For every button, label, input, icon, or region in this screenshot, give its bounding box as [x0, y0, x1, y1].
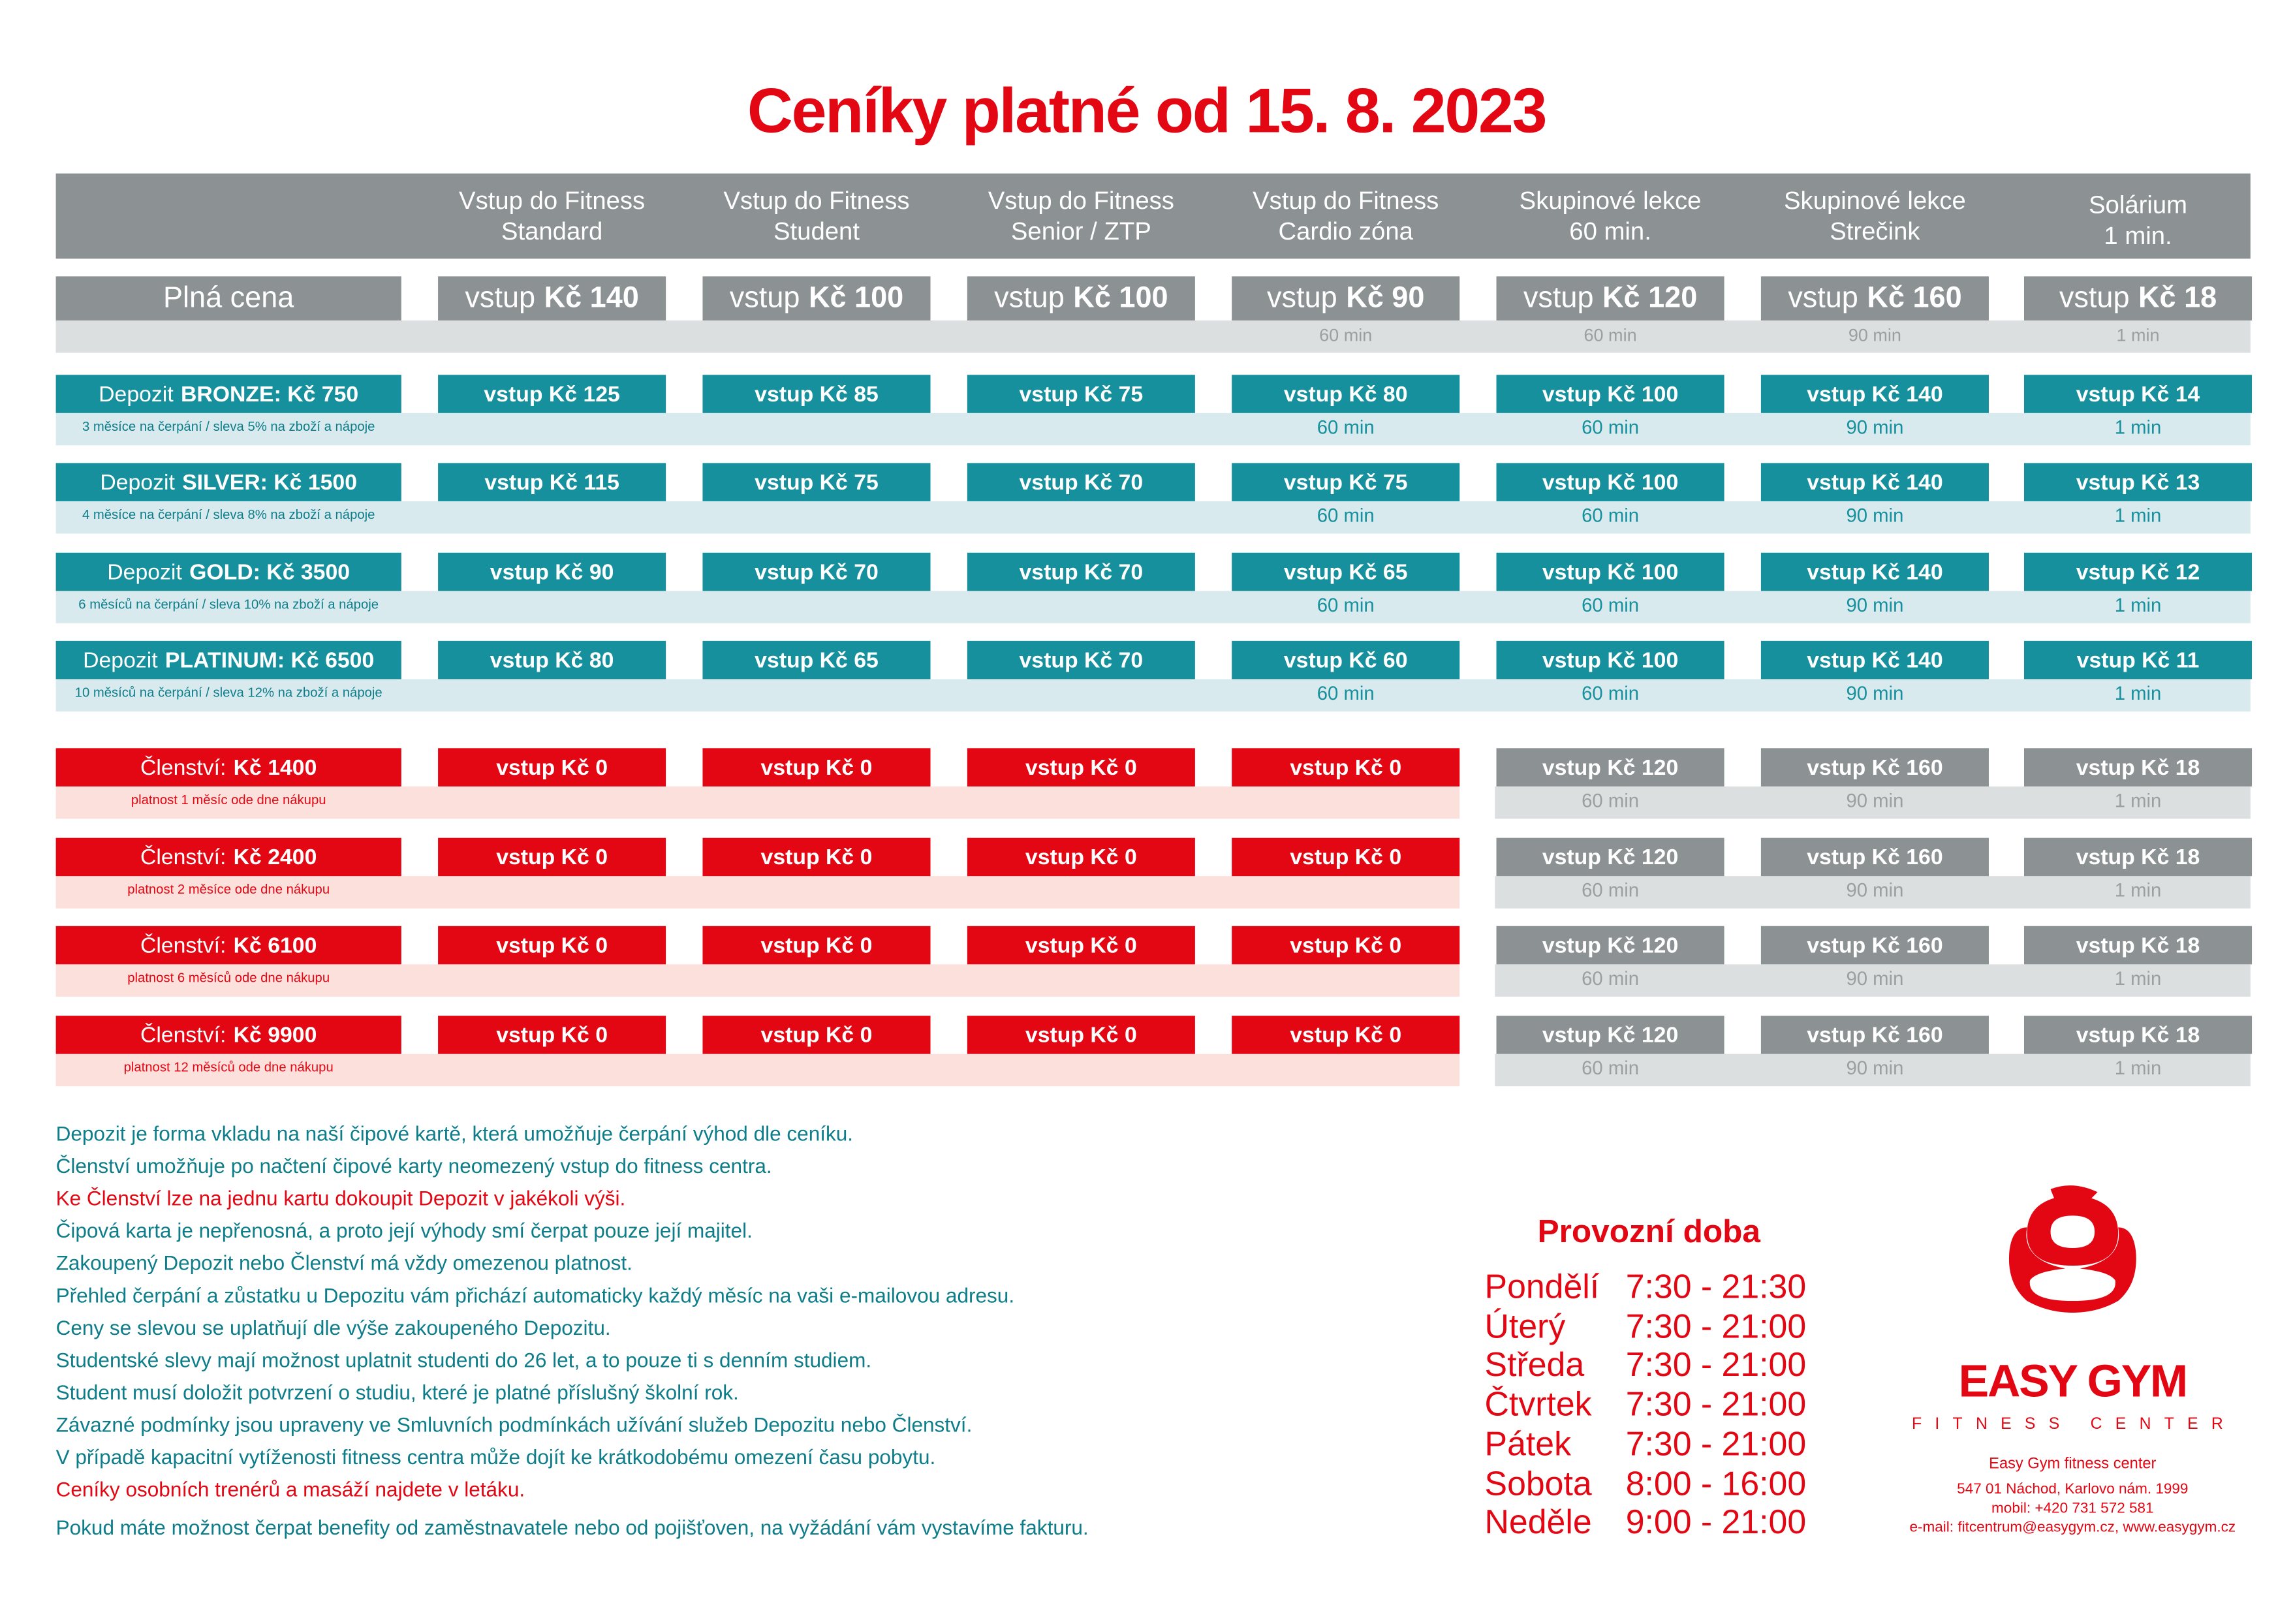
- deposit-note: 4 měsíce na čerpání / sleva 8% na zboží a nápoje: [82, 507, 375, 522]
- full-price-value: Kč 100: [808, 281, 904, 314]
- deposit-price-cell: vstup Kč 60: [1232, 641, 1459, 679]
- duration-label: 60 min: [1582, 593, 1640, 616]
- full-price-cell: [438, 276, 666, 320]
- duration-label: 1 min: [2114, 1057, 2162, 1079]
- duration-label: 90 min: [1846, 593, 1904, 616]
- hours-row: [1485, 1424, 1807, 1464]
- duration-label: 1 min: [2114, 593, 2162, 616]
- duration-label: 60 min: [1582, 416, 1640, 439]
- terms-notes: [56, 1117, 1089, 1544]
- column-header-line2: Senior / ZTP: [1010, 217, 1151, 246]
- deposit-price-cell: vstup Kč 80: [1232, 375, 1459, 413]
- full-price-value: Kč 18: [2138, 281, 2217, 314]
- membership-label-prefix: Členství:: [140, 932, 226, 958]
- column-header-line2: Student: [773, 217, 860, 246]
- full-price-value: Kč 120: [1602, 281, 1698, 314]
- column-header-line1: Skupinové lekce: [1784, 187, 1966, 215]
- membership-price-cell: vstup Kč 120: [1497, 926, 1724, 965]
- duration-label: 90 min: [1846, 1057, 1904, 1079]
- deposit-label-name: BRONZE: Kč 750: [180, 381, 359, 407]
- full-price-prefix: vstup: [465, 281, 536, 314]
- contact-info: [1896, 1455, 2249, 1537]
- duration-label: 90 min: [1846, 681, 1904, 704]
- note-line: Ke Členství lze na jednu kartu dokoupit Depozit v jakékoli výši.: [55, 1186, 626, 1210]
- membership-note: platnost 2 měsíce ode dne nákupu: [127, 882, 330, 897]
- note-line: Ceníky osobních trenérů a masáží najdete v letáku.: [55, 1477, 525, 1501]
- deposit-label-prefix: Depozit: [83, 648, 158, 673]
- note-line: Členství umožňuje po načtení čipové karty neomezený vstup do fitness centra.: [55, 1153, 772, 1178]
- deposit-note: 10 měsíců na čerpání / sleva 12% na zboží a nápoje: [74, 685, 382, 700]
- duration-label: 90 min: [1848, 324, 1901, 346]
- membership-price-cell: vstup Kč 0: [967, 748, 1195, 787]
- hours-day: Čtvrtek: [1484, 1384, 1592, 1424]
- full-price-prefix: vstup: [1788, 281, 1858, 314]
- column-header-line2: Strečink: [1830, 217, 1920, 246]
- note-line: Ceny se slevou se uplatňují dle výše zakoupeného Depozitu.: [55, 1315, 611, 1339]
- deposit-price-cell: vstup Kč 70: [702, 553, 930, 591]
- hours-time: 7:30 - 21:30: [1625, 1267, 1807, 1305]
- hours-time: 7:30 - 21:00: [1625, 1424, 1807, 1463]
- full-price-cell: [967, 276, 1195, 320]
- column-header: [949, 185, 1213, 247]
- column-header-line2: 60 min.: [1569, 217, 1651, 246]
- deposit-label-prefix: Depozit: [100, 469, 175, 495]
- membership-price-cell: vstup Kč 160: [1761, 838, 1989, 877]
- deposit-price-cell: vstup Kč 65: [702, 641, 930, 679]
- duration-label: 1 min: [2114, 504, 2162, 527]
- full-price-value: Kč 90: [1346, 281, 1425, 314]
- hours-time: 8:00 - 16:00: [1625, 1463, 1807, 1502]
- deposit-price-cell: vstup Kč 125: [438, 375, 666, 413]
- membership-price-cell: vstup Kč 18: [2024, 1016, 2252, 1054]
- contact-email: e-mail: fitcentrum@easygym.cz, www.easygym.cz: [1909, 1520, 2236, 1537]
- membership-price-cell: vstup Kč 0: [967, 926, 1195, 965]
- membership-price-cell: vstup Kč 0: [702, 1016, 930, 1054]
- membership-note: platnost 6 měsíců ode dne nákupu: [127, 970, 330, 985]
- full-price-value: Kč 160: [1867, 281, 1962, 314]
- duration-label: 60 min: [1317, 681, 1375, 704]
- full-price-cell: [702, 276, 930, 320]
- deposit-note: 3 měsíce na čerpání / sleva 5% na zboží a nápoje: [82, 418, 375, 434]
- deposit-price-cell: vstup Kč 100: [1497, 641, 1724, 679]
- membership-price-cell: vstup Kč 0: [702, 838, 930, 877]
- duration-label: 90 min: [1846, 789, 1904, 812]
- easy-gym-g-logo-icon: [1896, 1183, 2249, 1320]
- column-header: [1213, 185, 1478, 247]
- membership-price-cell: vstup Kč 18: [2024, 838, 2252, 877]
- duration-label: 60 min: [1582, 681, 1640, 704]
- deposit-price-cell: vstup Kč 140: [1761, 553, 1989, 591]
- membership-price-cell: vstup Kč 0: [702, 748, 930, 787]
- column-header-line1: Vstup do Fitness: [459, 187, 646, 215]
- duration-label: 60 min: [1582, 967, 1640, 990]
- contact-phone: mobil: +420 731 572 581: [1991, 1501, 2154, 1518]
- deposit-label-name: PLATINUM: Kč 6500: [164, 648, 375, 673]
- hours-day: Úterý: [1484, 1306, 1566, 1345]
- note-line: Čipová karta je nepřenosná, a proto její výhody smí čerpat pouze její majitel.: [55, 1218, 753, 1242]
- deposit-price-cell: vstup Kč 70: [967, 553, 1195, 591]
- membership-note: platnost 1 měsíc ode dne nákupu: [131, 792, 326, 807]
- contact-address: 547 01 Náchod, Karlovo nám. 1999: [1957, 1482, 2189, 1498]
- membership-price-cell: vstup Kč 160: [1761, 748, 1989, 787]
- column-header-line2: 1 min.: [2104, 222, 2172, 250]
- note-line: Přehled čerpání a zůstatku u Depozitu vám přichází automaticky každý měsíc na vaši e-mailovou adresu.: [55, 1283, 1015, 1307]
- deposit-label-prefix: Depozit: [99, 381, 174, 407]
- duration-label: 1 min: [2116, 324, 2160, 346]
- deposit-price-cell: vstup Kč 14: [2024, 375, 2252, 413]
- column-header: [684, 185, 948, 247]
- deposit-price-cell: vstup Kč 85: [702, 375, 930, 413]
- hours-row: [1485, 1463, 1807, 1503]
- note-line: Zakoupený Depozit nebo Členství má vždy omezenou platnost.: [55, 1251, 632, 1275]
- membership-price-cell: vstup Kč 120: [1497, 1016, 1724, 1054]
- hours-row: [1485, 1385, 1807, 1425]
- duration-label: 60 min: [1317, 416, 1375, 439]
- membership-price-cell: vstup Kč 18: [2024, 926, 2252, 965]
- duration-label: 1 min: [2114, 416, 2162, 439]
- full-price-prefix: vstup: [729, 281, 800, 314]
- duration-label: 90 min: [1846, 416, 1904, 439]
- membership-label-prefix: Členství:: [140, 844, 226, 870]
- deposit-label: [56, 463, 401, 501]
- membership-price-cell: vstup Kč 18: [2024, 748, 2252, 787]
- note-line: Pokud máte možnost čerpat benefity od zaměstnavatele nebo od pojišťoven, na vyžádání vám vystavíme fakturu.: [55, 1515, 1089, 1539]
- duration-label: 60 min: [1317, 504, 1375, 527]
- membership-label: [56, 838, 401, 877]
- full-price-prefix: vstup: [994, 281, 1065, 314]
- full-price-prefix: vstup: [1267, 281, 1337, 314]
- column-header: [2006, 190, 2270, 252]
- membership-note: platnost 12 měsíců ode dne nákupu: [123, 1059, 334, 1075]
- column-header-line2: Cardio zóna: [1278, 217, 1413, 246]
- membership-label: [56, 1016, 401, 1054]
- deposit-price-cell: vstup Kč 70: [967, 463, 1195, 501]
- hours-time: 7:30 - 21:00: [1625, 1306, 1807, 1345]
- hours-time: 7:30 - 21:00: [1625, 1384, 1807, 1424]
- brand-name: EASY GYM: [1958, 1355, 2187, 1407]
- duration-label: 60 min: [1582, 879, 1640, 901]
- deposit-price-cell: vstup Kč 75: [967, 375, 1195, 413]
- deposit-price-cell: vstup Kč 75: [1232, 463, 1459, 501]
- column-header: [1478, 185, 1742, 247]
- membership-price-cell: vstup Kč 0: [438, 926, 666, 965]
- duration-label: 60 min: [1582, 504, 1640, 527]
- hours-day: Neděle: [1484, 1502, 1592, 1541]
- membership-price-cell: vstup Kč 0: [1232, 1016, 1459, 1054]
- hours-row: [1485, 1267, 1807, 1307]
- column-header-line1: Vstup do Fitness: [1253, 187, 1439, 215]
- hours-row: [1485, 1345, 1807, 1385]
- opening-hours-title: Provozní doba: [1537, 1212, 1760, 1250]
- deposit-price-cell: vstup Kč 115: [438, 463, 666, 501]
- note-line: Student musí doložit potvrzení o studiu, které je platné příslušný školní rok.: [55, 1380, 739, 1404]
- duration-label: 1 min: [2114, 879, 2162, 901]
- deposit-label: [56, 553, 401, 591]
- deposit-price-cell: vstup Kč 13: [2024, 463, 2252, 501]
- hours-day: Pondělí: [1484, 1267, 1600, 1305]
- duration-label: 90 min: [1846, 879, 1904, 901]
- note-line: Studentské slevy mají možnost uplatnit studenti do 26 let, a to pouze ti s denním studiem.: [55, 1348, 872, 1372]
- membership-label-prefix: Členství:: [140, 755, 226, 780]
- hours-row: [1485, 1306, 1807, 1346]
- deposit-price-cell: vstup Kč 100: [1497, 375, 1724, 413]
- brand-tagline: FITNESS CENTER: [1912, 1415, 2237, 1433]
- hours-row: [1485, 1503, 1807, 1542]
- membership-price-cell: vstup Kč 0: [702, 926, 930, 965]
- membership-price-cell: vstup Kč 0: [1232, 838, 1459, 877]
- column-header-line2: Standard: [501, 217, 603, 246]
- deposit-label-name: GOLD: Kč 3500: [189, 559, 351, 585]
- duration-label: 1 min: [2114, 967, 2162, 990]
- duration-label: 90 min: [1846, 967, 1904, 990]
- hours-day: Středa: [1484, 1345, 1585, 1384]
- column-header: [1743, 185, 2007, 247]
- deposit-price-cell: vstup Kč 80: [438, 641, 666, 679]
- column-header: [420, 185, 684, 247]
- membership-price-cell: vstup Kč 160: [1761, 926, 1989, 965]
- deposit-price-cell: vstup Kč 140: [1761, 641, 1989, 679]
- deposit-label-name: SILVER: Kč 1500: [182, 469, 358, 495]
- membership-price-cell: vstup Kč 120: [1497, 838, 1724, 877]
- full-price-prefix: vstup: [2059, 281, 2130, 314]
- deposit-price-cell: vstup Kč 70: [967, 641, 1195, 679]
- membership-price-cell: vstup Kč 0: [438, 1016, 666, 1054]
- deposit-label: [56, 375, 401, 413]
- deposit-price-cell: vstup Kč 65: [1232, 553, 1459, 591]
- duration-label: 1 min: [2114, 789, 2162, 812]
- full-price-cell: [2024, 276, 2252, 320]
- membership-label: [56, 926, 401, 965]
- membership-label-name: Kč 9900: [233, 1022, 317, 1048]
- membership-price-cell: vstup Kč 0: [1232, 926, 1459, 965]
- note-line: V případě kapacitní vytíženosti fitness centra může dojít ke krátkodobému omezení času pobytu.: [55, 1444, 936, 1469]
- note-line: Závazné podmínky jsou upraveny ve Smluvních podmínkách užívání služeb Depozitu nebo Členství.: [55, 1413, 973, 1437]
- hours-day: Sobota: [1484, 1463, 1592, 1502]
- deposit-price-cell: vstup Kč 140: [1761, 463, 1989, 501]
- duration-label: 60 min: [1319, 324, 1373, 346]
- deposit-price-cell: vstup Kč 140: [1761, 375, 1989, 413]
- membership-label-prefix: Členství:: [140, 1022, 226, 1048]
- duration-label: 60 min: [1317, 593, 1375, 616]
- duration-label: 60 min: [1582, 789, 1640, 812]
- membership-price-cell: vstup Kč 0: [438, 838, 666, 877]
- page-title: Ceníky platné od 15. 8. 2023: [747, 76, 1546, 148]
- membership-price-cell: vstup Kč 0: [1232, 748, 1459, 787]
- column-header-line1: Skupinové lekce: [1519, 187, 1702, 215]
- full-price-band-mask: [56, 320, 1229, 353]
- note-line: Depozit je forma vkladu na naší čipové kartě, která umožňuje čerpání výhod dle ceníku.: [55, 1121, 854, 1146]
- hours-day: Pátek: [1484, 1424, 1572, 1463]
- deposit-price-cell: vstup Kč 90: [438, 553, 666, 591]
- deposit-note: 6 měsíců na čerpání / sleva 10% na zboží a nápoje: [78, 597, 379, 612]
- column-header-line1: Solárium: [2088, 191, 2188, 219]
- full-price-cell: [1232, 276, 1459, 320]
- membership-label-name: Kč 1400: [233, 755, 317, 780]
- deposit-price-cell: vstup Kč 12: [2024, 553, 2252, 591]
- full-price-prefix: vstup: [1523, 281, 1594, 314]
- membership-price-cell: vstup Kč 120: [1497, 748, 1724, 787]
- duration-label: 60 min: [1583, 324, 1637, 346]
- membership-price-cell: vstup Kč 0: [438, 748, 666, 787]
- full-price-value: Kč 100: [1073, 281, 1168, 314]
- full-price-label: Plná cena: [56, 276, 401, 320]
- deposit-price-cell: vstup Kč 100: [1497, 463, 1724, 501]
- membership-price-cell: vstup Kč 0: [967, 1016, 1195, 1054]
- duration-label: 90 min: [1846, 504, 1904, 527]
- membership-price-cell: vstup Kč 160: [1761, 1016, 1989, 1054]
- membership-label-name: Kč 2400: [233, 844, 317, 870]
- hours-time: 7:30 - 21:00: [1625, 1345, 1807, 1384]
- deposit-label-prefix: Depozit: [107, 559, 182, 585]
- deposit-price-cell: vstup Kč 11: [2024, 641, 2252, 679]
- contact-name: Easy Gym fitness center: [1989, 1455, 2157, 1473]
- membership-label: [56, 748, 401, 787]
- full-price-cell: [1761, 276, 1989, 320]
- membership-price-cell: vstup Kč 0: [967, 838, 1195, 877]
- column-header-line1: Vstup do Fitness: [723, 187, 910, 215]
- full-price-value: Kč 140: [544, 281, 639, 314]
- membership-label-name: Kč 6100: [233, 932, 317, 958]
- deposit-price-cell: vstup Kč 100: [1497, 553, 1724, 591]
- duration-label: 1 min: [2114, 681, 2162, 704]
- deposit-label: [56, 641, 401, 679]
- column-header-line1: Vstup do Fitness: [988, 187, 1174, 215]
- full-price-cell: [1497, 276, 1724, 320]
- hours-time: 9:00 - 21:00: [1625, 1502, 1807, 1541]
- deposit-price-cell: vstup Kč 75: [702, 463, 930, 501]
- duration-label: 60 min: [1582, 1057, 1640, 1079]
